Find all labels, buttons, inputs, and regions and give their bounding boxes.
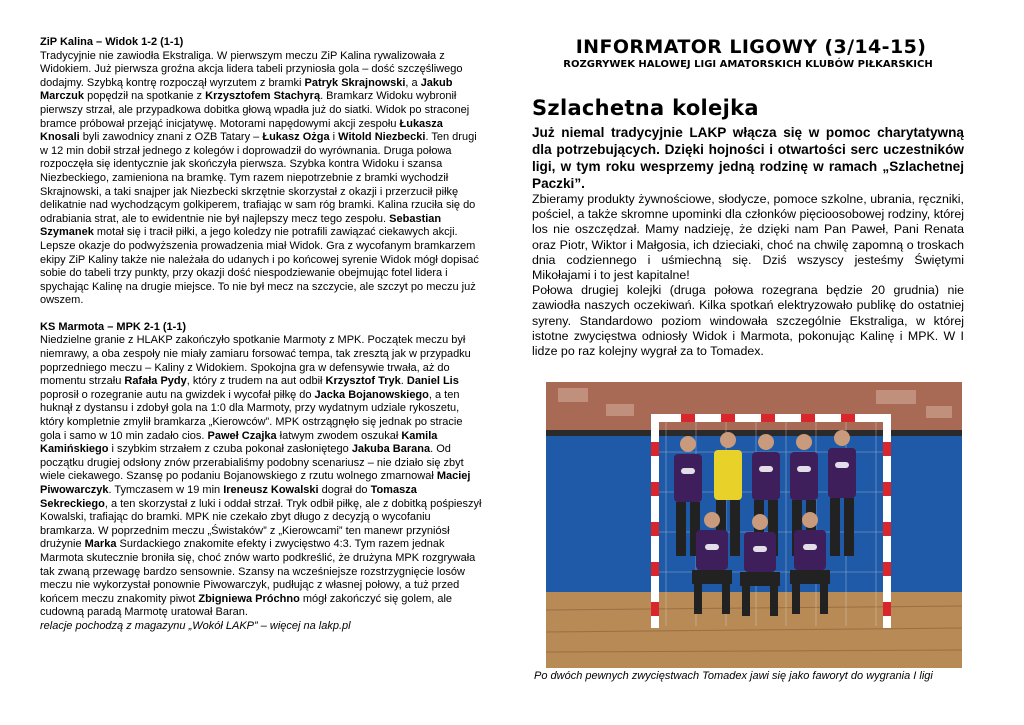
player-name: Krzysztofem Stachyrą — [205, 90, 321, 103]
text-run: . Bramkarz Widoku wybronił pierwszy strzał, ale przypadkowa dobitka głową wpadła już do siatki. Widok po straconej bramce próbował przejąć inicjatywę. Motorami napędowymi akcji zespołu — [40, 90, 470, 130]
player-name: Maciej Piwowarczyk — [40, 470, 471, 496]
player-name: Zbigniewa Próchno — [198, 592, 300, 605]
text-run: . Ten drugi w 12 min dobił strzał jednego z kolegów i doprowadził do wyrównania. Druga połowa rozpoczęła się identycznie jak skończyła pierwsza. Szybka kontra Widoku i szansa Niezbeckiego, zamieniona na bramkę. Tym razem niepotrzebnie z bramki wychodził Skrajnowski, a taki snajper jak Niezbecki skrzętnie skorzystał z okazji i przerzucił piłkę delikatnie nad wychodzącym golkiperem, trafiając w sam róg bramki. Kalina rzuciła się do odrabiania strat, ale to ewidentnie nie był najlepszy mecz tego zespołu. — [40, 131, 477, 225]
team-photo — [546, 382, 962, 668]
text-run: byli zawodnicy znani z OZB Tatary – — [79, 131, 263, 144]
left-column — [40, 36, 482, 634]
player-name: Krzysztof Tryk — [325, 375, 401, 388]
text-run: . Tymczasem w 19 min — [108, 484, 224, 496]
text-run: łatwym zwodem oszukał — [276, 429, 402, 442]
player-name: Paweł Czajka — [207, 429, 277, 442]
article-marmota-mpk — [40, 321, 482, 620]
player-name: Daniel Lis — [406, 375, 459, 388]
player-name: Marka — [84, 538, 117, 551]
player-name: Kamila Kamińskiego — [40, 429, 438, 456]
source-note: relacje pochodzą z magazynu „Wokół LAKP” – więcej na lakp.pl — [40, 619, 351, 632]
player-name: Witold Niezbecki — [338, 131, 426, 144]
right-column — [532, 36, 964, 359]
article-lead: Już niemal tradycyjnie LAKP włącza się w pomoc charytatywną dla potrzebujących. Dzięki hojności i otwartości serc uczestników ligi, w tym roku wesprzemy jedną rodzinę w ramach „Szlachetnej Paczki”. — [532, 125, 964, 191]
text-run: mógł zakończyć się golem, ale cudowną paradą Marmotę uratował Baran. — [40, 592, 453, 619]
player-name: Ireneusz Kowalski — [223, 484, 319, 496]
photo-caption: Po dwóch pewnych zwycięstwach Tomadex jawi się jako faworyt do wygrania I ligi — [534, 670, 933, 682]
text-run: , który z trudem na aut odbił — [186, 375, 326, 388]
article-paragraph: Zbieramy produkty żywnościowe, słodycze, pomoce szkolne, ubrania, ręczniki, pościel, a także skromne upominki dla członków pięcioosobowej rodziny, której los nie oszczędzał. Mamy nadzieję, że dzięki nam Pan Paweł, Pani Renata oraz Piotr, Wiktor i Małgosia, ich dzieciaki, choć na chwilę zapomną o troskach dnia codziennego i uśmiechną się. Dziś wszyscy jesteśmy Świętymi Mikołajami i to jest kapitalne! — [532, 192, 964, 283]
player-name: Tomasza Sekreckiego — [40, 484, 417, 510]
article-heading: KS Marmota – MPK 2-1 (1-1) — [40, 320, 187, 333]
text-run: Tradycyjnie nie zawiodła Ekstraliga. W pierwszym meczu ZiP Kalina rywalizowała z Widokiem. Już pierwsza groźna akcja lidera tabeli przyniosła gola – dość szczęśliwego dodajmy. Szybką kontrę rozpoczął wyrzutem z bramki — [40, 49, 463, 89]
player-name: Rafała Pydy — [124, 375, 187, 388]
newsletter-title: INFORMATOR LIGOWY (3/14-15) — [575, 36, 927, 58]
text-run: i szybkim strzałem z czuba pokonał zasłoniętego — [108, 443, 352, 456]
player-name: Łukasza Knosali — [40, 117, 443, 144]
text-run: , a ten skorzystał z luki i oddał strzał. Tryk odbił piłkę, ale z dobitką pośpieszył Kowalski, trafiając do bramki. MPK nie czekało zbyt długo z decyzją o wycofaniu bramkarza. W poprzednim meczu „Świstaków” z „Kierowcami” ten manewr przyniósł drużynie — [40, 497, 482, 551]
article-kalina-widok — [40, 36, 482, 308]
article-headline: Szlachetna kolejka — [532, 96, 759, 120]
player-name: Sebastian Szymanek — [40, 212, 442, 239]
article-body — [40, 334, 481, 618]
text-run: i — [329, 131, 339, 144]
text-run: . — [400, 375, 407, 388]
player-name: Patryk Skrajnowski — [304, 76, 406, 89]
text-run: dograł do — [318, 484, 371, 496]
text-run: motał się i tracił piłki, a jego koledzy nie potrafili zawiązać ciekawych akcji. Lepsze okazje do podwyższenia prowadzenia miał Widok. Gra z wycofanym bramkarzem ekipy ZiP Kaliny także nie należała do udanych i po końcowej syrenie Widok mógł dopisać sobie do tabeli trzy punkty, przy okazji dość niespodziewanie obejmując fotel lidera i spychając Kalinę na drugie miejsce. To nie był mecz na szczycie, ale szczyt po meczu już owszem. — [40, 226, 479, 307]
text-run: , a ten huknął z dystansu i zdobył gola na 1:0 dla Marmoty, przy wydatnym udziale rykoszetu, który kompletnie zmylił bramkarza „Kierowców”. MPK ostrzągnęło się jednak po stracie gola i samo w 10 min zadało cios. — [40, 388, 463, 442]
article-body — [532, 192, 964, 359]
player-name: Jakuba Barana — [351, 443, 431, 456]
player-name: Jakub Marczuk — [40, 76, 453, 103]
article-paragraph: Połowa drugiej kolejki (druga połowa rozegrana będzie 20 grudnia) nie zawiodła naszych oczekiwań. Kilka spotkań elektryzowało publikę do ostatniej syreny. Standardowo poziom windowała szczególnie Ekstraliga, w której istotne zwycięstwa odniosły Widok i Marmota, pokonując Kalinę i MPK. W I lidze po raz kolejny wygrał za to Tomadex. — [532, 283, 964, 359]
article-body — [40, 50, 479, 307]
player-name: Jacka Bojanowskiego — [314, 388, 429, 401]
article-heading: ZiP Kalina – Widok 1-2 (1-1) — [40, 36, 184, 48]
player-name: Łukasz Ożga — [262, 131, 330, 144]
newsletter-subtitle: ROZGRYWEK HALOWEJ LIGI AMATORSKICH KLUBÓW PIŁKARSKICH — [563, 59, 933, 70]
text-run: . Od początku drugiej odsłony znów przerabialiśmy podobny scenariusz – nie działo się zbyt wiele ciekawego. Szansę po podaniu Bojanowskiego z rzutu wolnego zmarnował — [40, 443, 464, 483]
masthead — [532, 36, 964, 70]
text-run: popędził na spotkanie z — [84, 90, 206, 103]
text-run: Niedzielne granie z HLAKP zakończyło spotkanie Marmoty z MPK. Początek meczu był niemrawy, a oba zespoły nie miały zamiaru forsować tempa, tak zresztą jak w przypadku poprzedniego meczu – Kaliny z Widokiem. Spokojna gra w defensywie trwała, aż do momentu strzału — [40, 334, 471, 388]
text-run: Surdackiego znakomite efekty i zwycięstwo 4:3. Tym razem jednak Marmota skutecznie broniła się, choć znów warto podkreślić, że drużyna MPK rozgrywała tak zwaną przewagę bardzo sensownie. Szansy na wcześniejsze rozstrzygnięcie losów meczu nie wykorzystał ponownie Piwowarczyk, pudłując z własnej połowy, a tuż przed końcem meczu znakomity piwot — [40, 538, 476, 605]
text-run: poprosił o rozegranie autu na gwizdek i wycofał piłkę do — [40, 388, 315, 401]
text-run: , a — [405, 76, 421, 89]
